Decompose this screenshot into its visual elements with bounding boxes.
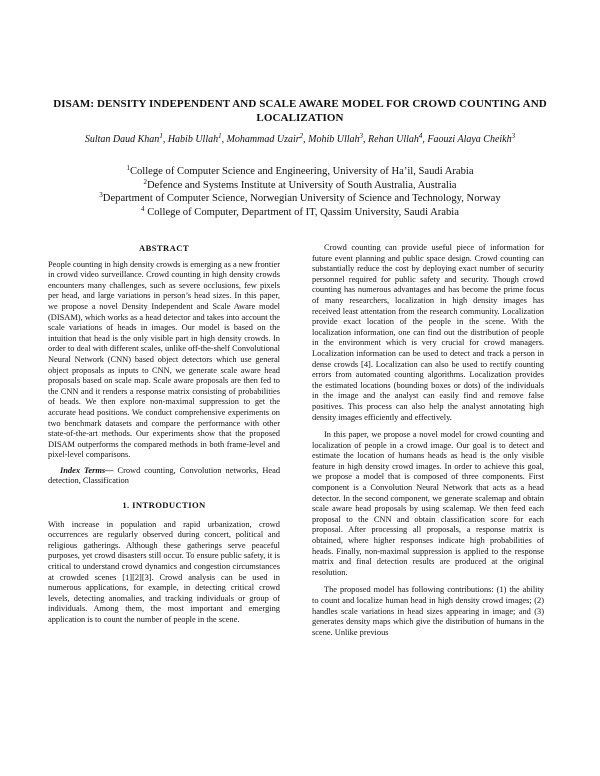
- introduction-paragraph: With increase in population and rapid urbanization, crowd occurrences are regularly observed during concert, political and religious gatherings. Although these gatherings serve peaceful purposes, yet crowd disasters still occur. To ensure public safety, it is critical to understand crowd dynamics and congestion circumstances at crowded scenes [1][2][3]. Crowd analysis can be used in numerous applications, for example, in detecting critical crowd levels, detecting anomalies, and tracking individuals or group of individuals. Among them, the most important and emerging application is to count the number of people in the scene.: [48, 519, 280, 624]
- affiliation: $^2$Defence and Systems Institute at University of South Australia, Australia: [143, 177, 457, 191]
- body-paragraph: In this paper, we propose a novel model for crowd counting and localization of people in a crowd image. Our goal is to detect and estimate the location of humans heads as head is the only visible feature in high density crowd images. In order to achieve this goal, we propose a model that is composed of three components. First component is a Convolution Neural Network that acts as a head detector. In the second component, we generate scalemap and obtain scale aware head proposals by using scalemap. We then feed each proposal to the CNN and obtain classification score for each proposal. After processing all proposals, a response matrix is obtained, where higher responses indicate high probabilities of heads. Finally, non-maximal suppression is applied to the response matrix and final detection results are produced at the original resolution.: [312, 430, 544, 577]
- body-paragraph: Crowd counting can provide useful piece of information for future event planning and public space design. Crowd counting can substantially reduce the cost by deploying exact number of security personnel required for public safety and security. Though crowd counting has numerous advantages and has become the prime focus of many researchers, localization in high density images has received least attentation from the research community. Localization provide exact location of the people in the scene. With the localization information, one can find out the distribution of people in the environment which is very crucial for crowd managers. Localization information can be used to detect and track a person in dense crowds [4]. Localization can also be used to rectify counting errors from automated counting algorithms. Localization provides the estimated locations (bounding boxes or dots) of the individuals in the image and the analyst can easily find and remove false positives. This process can also help the analyst annotating high density images efficiently and effectively.: [312, 243, 544, 422]
- abstract-text: People counting in high density crowds is emerging as a new frontier in crowd video surveillance. Crowd counting in high density crowds encounters many challenges, such as severe occlusions, few pixels per head, and large variations in person’s head sizes. In this paper, we propose a novel Density Independent and Scale Aware model (DISAM), which works as a head detector and takes into account the scale variations of heads in images. Our model is based on the intuition that head is the only visible part in high density crowds. In order to deal with different scales, unlike off-the-shelf Convolutional Neural Network (CNN) based object detectors which use general object proposals as inputs to CNN, we generate scale aware head proposals based on scale map. Scale aware proposals are then fed to the CNN and it renders a response matrix consisting of probabilities of heads. We then explore non-maximal suppression to get the accurate head positions. We conduct comprehensive experiments on two benchmark datasets and compare the performance with other state-of-the-art methods. Our experiments show that the proposed DISAM outperforms the compared methods in both frame-level and pixel-level comparisons.: [48, 259, 280, 460]
- abstract-heading: ABSTRACT: [139, 243, 189, 253]
- affiliation-list: [40, 165, 560, 219]
- index-terms-label: Index Terms—: [60, 465, 114, 475]
- paper-title: DISAM: DENSITY INDEPENDENT AND SCALE AWARE MODEL FOR CROWD COUNTING AND LOCALIZATION: [53, 98, 547, 124]
- affiliation: $^4$ College of Computer, Department of IT, Qassim University, Saudi Arabia: [141, 204, 459, 218]
- author: Faouzi Alaya Cheikh$^3$: [427, 132, 516, 145]
- right-column: [312, 243, 544, 638]
- affiliation: $^3$Department of Computer Science, Norwegian University of Science and Technology, Norway: [99, 191, 501, 204]
- introduction-heading: 1. INTRODUCTION: [122, 500, 206, 511]
- author: Mohib Ullah$^3$: [308, 132, 364, 145]
- body-paragraph: The proposed model has following contributions: (1) the ability to count and localize human head in high density crowd images; (2) handles scale variations in head sizes appearing in image; and (3) generates density maps which give the distribution of humans in the scene. Unlike previous: [312, 585, 544, 637]
- author-list: Sultan Daud Khan$^1$, Habib Ullah$^1$, Mohammad Uzair$^2$, Mohib Ullah$^3$, Rehan Ullah$^4$, Faouzi Alaya Cheikh$^3$: [84, 132, 516, 145]
- author: Mohammad Uzair$^2$: [226, 132, 304, 145]
- author: Rehan Ullah$^4$: [368, 132, 423, 145]
- left-column: [48, 243, 280, 626]
- author: Habib Ullah$^1$: [167, 132, 222, 145]
- index-terms: [48, 466, 280, 487]
- index-terms-text: Crowd counting, Convolution networks, Head detection, Classification: [48, 465, 281, 486]
- author: Sultan Daud Khan$^1$: [84, 132, 163, 145]
- affiliation: $^1$College of Computer Science and Engineering, University of Ha’il, Saudi Arabia: [126, 164, 474, 177]
